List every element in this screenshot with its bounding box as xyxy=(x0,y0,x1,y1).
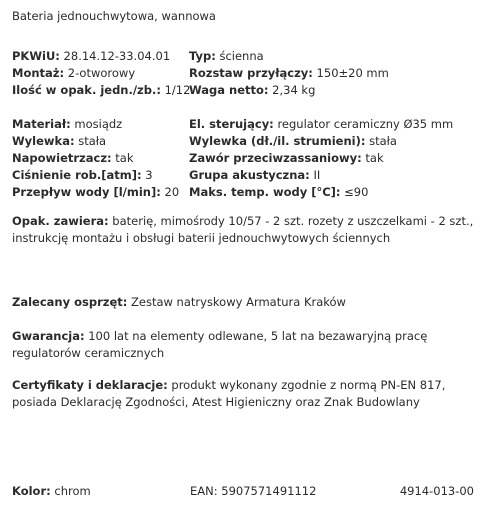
spec-label: Waga netto: xyxy=(189,83,269,97)
spec-value: tak xyxy=(361,151,384,165)
spec-value: II xyxy=(309,168,321,182)
spec-label: Grupa akustyczna: xyxy=(189,168,310,182)
spec-value: 150±20 mm xyxy=(312,66,389,80)
package-label: Opak. zawiera: xyxy=(12,214,109,228)
spec-value: stała xyxy=(74,134,107,148)
spec-label: Typ: xyxy=(189,49,216,63)
spec-label: Ilość w opak. jedn./zb.: xyxy=(12,83,161,97)
spec-label: Napowietrzacz: xyxy=(12,151,112,165)
spec-wylewka-strumienie xyxy=(189,133,397,150)
spec-material xyxy=(12,116,122,133)
spec-value: tak xyxy=(111,151,134,165)
ean-label: EAN: xyxy=(190,484,218,498)
spec-value: 2-otworowy xyxy=(64,66,136,80)
spec-label: Zawór przeciwzassaniowy: xyxy=(189,151,362,165)
spec-waga xyxy=(189,82,315,99)
warranty-label: Gwarancja: xyxy=(12,329,85,343)
spec-value: 1/12 xyxy=(160,83,191,97)
spec-label: Rozstaw przyłączy: xyxy=(189,66,313,80)
certs-value: produkt wykonany zgodnie z normą PN-EN 817, posiada Deklarację Zgodności, Atest Higieniczny oraz Znak Budowlany xyxy=(12,378,446,409)
spec-przeplyw xyxy=(12,184,179,201)
spec-cisnienie xyxy=(12,167,153,184)
spec-value: ścienna xyxy=(215,49,264,63)
spec-value: regulator ceramiczny Ø35 mm xyxy=(273,117,454,131)
spec-label: Materiał: xyxy=(12,117,71,131)
spec-label: Wylewka: xyxy=(12,134,75,148)
accessory-label: Zalecany osprzęt: xyxy=(12,295,128,309)
spec-wylewka xyxy=(12,133,106,150)
certs-label: Certyfikaty i deklaracje: xyxy=(12,378,168,392)
spec-label: El. sterujący: xyxy=(189,117,274,131)
spec-value: stała xyxy=(365,134,397,148)
footer-ean xyxy=(190,484,316,498)
color-label: Kolor: xyxy=(12,484,51,498)
spec-value: 20 xyxy=(160,185,180,199)
footer-color xyxy=(12,484,91,498)
product-title: Bateria jednouchwytowa, wannowa xyxy=(12,9,216,23)
recommended-accessory xyxy=(12,294,474,311)
spec-label: Wylewka (dł./il. strumieni): xyxy=(189,134,366,148)
spec-grupa-akustyczna xyxy=(189,167,320,184)
spec-label: PKWiU: xyxy=(12,49,60,63)
color-value: chrom xyxy=(50,484,91,498)
warranty-value: 100 lat na elementy odlewane, 5 lat na bezawaryjną pracę regulatorów ceramicznych xyxy=(12,329,428,360)
spec-label: Montaż: xyxy=(12,66,65,80)
ean-value: 5907571491112 xyxy=(217,484,317,498)
spec-zawor xyxy=(189,150,384,167)
spec-el-sterujacy xyxy=(189,116,453,133)
certificates xyxy=(12,377,474,411)
spec-value: 3 xyxy=(141,168,153,182)
accessory-value: Zestaw natryskowy Armatura Kraków xyxy=(127,295,346,309)
product-code: 4914-013-00 xyxy=(399,484,474,498)
spec-value: 28.14.12-33.04.01 xyxy=(59,49,171,63)
spec-rozstaw xyxy=(189,65,389,82)
package-value: baterię, mimośrody 10/57 - 2 szt. rozety z uszczelkami - 2 szt., instrukcję montażu i obsługi baterii jednouchwytowych ściennych xyxy=(12,214,474,245)
spec-label: Ciśnienie rob.[atm]: xyxy=(12,168,142,182)
spec-pkwiu xyxy=(12,48,170,65)
warranty xyxy=(12,328,474,362)
spec-napowietrzacz xyxy=(12,150,134,167)
package-contents xyxy=(12,213,474,247)
spec-value: ≤90 xyxy=(340,185,369,199)
spec-value: mosiądz xyxy=(70,117,123,131)
spec-maks-temp xyxy=(189,184,368,201)
spec-ilosc xyxy=(12,82,190,99)
spec-label: Maks. temp. wody [°C]: xyxy=(189,185,341,199)
spec-label: Przepływ wody [l/min]: xyxy=(12,185,161,199)
spec-montaz xyxy=(12,65,135,82)
spec-value: 2,34 kg xyxy=(268,83,316,97)
spec-typ xyxy=(189,48,264,65)
